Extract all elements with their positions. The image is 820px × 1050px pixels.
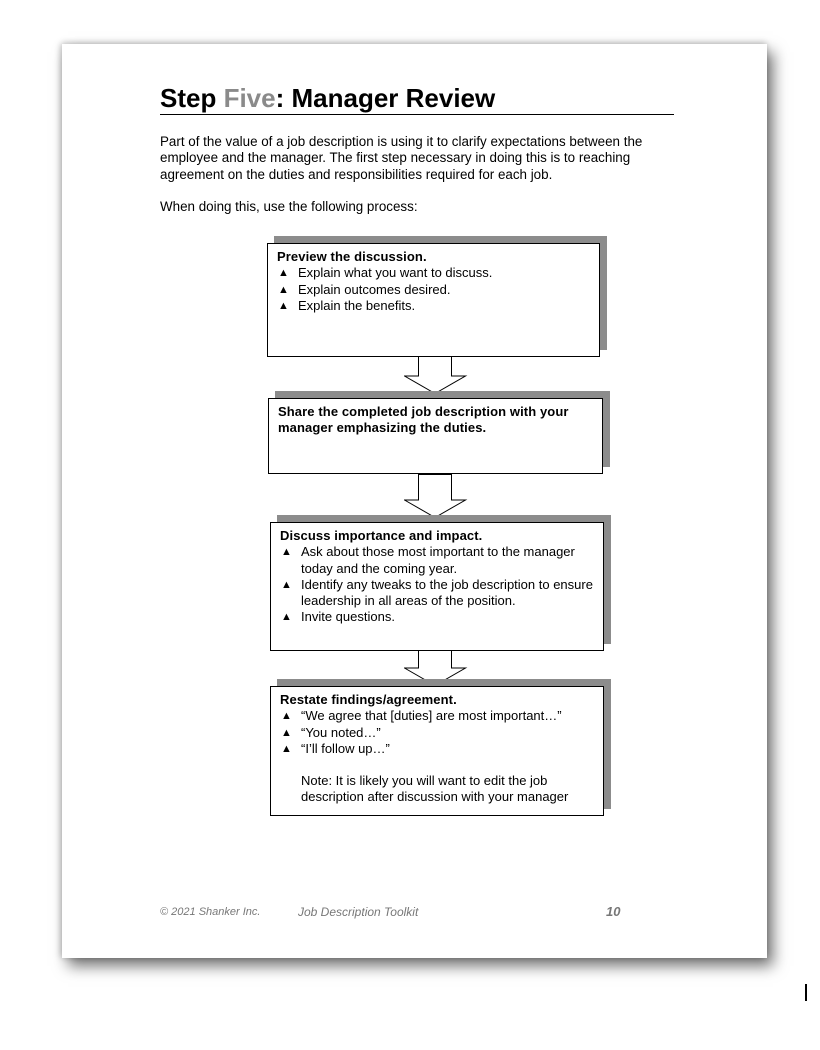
triangle-bullet-icon: ▲ [278,267,289,280]
list-item: ▲ Invite questions. [281,609,395,625]
footer-page-number: 10 [606,904,621,919]
triangle-bullet-icon: ▲ [281,742,292,755]
step-title: Discuss importance and impact. [280,528,483,543]
step-box-restate [270,686,604,816]
list-item: ▲ Explain what you want to discuss. [278,265,493,281]
triangle-bullet-icon: ▲ [281,726,292,739]
step-bullet-list [280,544,595,625]
list-item: ▲ “We agree that [duties] are most important…” [281,708,562,724]
step-bullet-list [277,265,591,314]
page-title [160,82,674,115]
step-box-discuss [270,522,604,651]
down-arrow-icon [404,650,468,686]
text-cursor [805,984,807,1001]
step-title: Restate findings/agreement. [280,692,457,707]
title-rest: : Manager Review [275,83,496,113]
process-intro-paragraph: When doing this, use the following process: [160,199,418,214]
title-step-word: Step [160,83,217,113]
list-item: ▲ “I’ll follow up…” [281,740,390,756]
triangle-bullet-icon: ▲ [281,611,292,624]
triangle-bullet-icon: ▲ [278,299,289,312]
triangle-bullet-icon: ▲ [278,283,289,296]
document-page [62,44,767,958]
triangle-bullet-icon: ▲ [281,546,292,559]
title-step-number: Five [223,83,276,113]
step-bullet-list [280,708,595,757]
footer-copyright: © 2021 Shanker Inc. [160,906,261,918]
step-box-preview [267,243,600,357]
list-item: ▲ Ask about those most important to the manager today and the coming year. [281,544,575,576]
down-arrow-icon [404,474,468,518]
footer-doc-title: Job Description Toolkit [298,905,419,919]
list-item: ▲ Explain outcomes desired. [278,281,451,297]
intro-paragraph: Part of the value of a job description is using it to clarify expectations between the employee and the manager. The first step necessary in doing this is to reaching agreement on the duties and responsibilities required for each job. [160,134,643,182]
step-box-share [268,398,603,474]
triangle-bullet-icon: ▲ [281,710,292,723]
list-item: ▲ Explain the benefits. [278,297,416,313]
list-item: ▲ “You noted…” [281,724,381,740]
triangle-bullet-icon: ▲ [281,578,292,591]
step-note: Note: It is likely you will want to edit the job description after discussion with your manager [301,773,569,805]
list-item: ▲ Identify any tweaks to the job description to ensure leadership in all areas of the position. [281,576,593,609]
down-arrow-icon [404,356,468,394]
step-title: Share the completed job description with your manager emphasizing the duties. [278,404,569,436]
step-title: Preview the discussion. [277,249,427,264]
